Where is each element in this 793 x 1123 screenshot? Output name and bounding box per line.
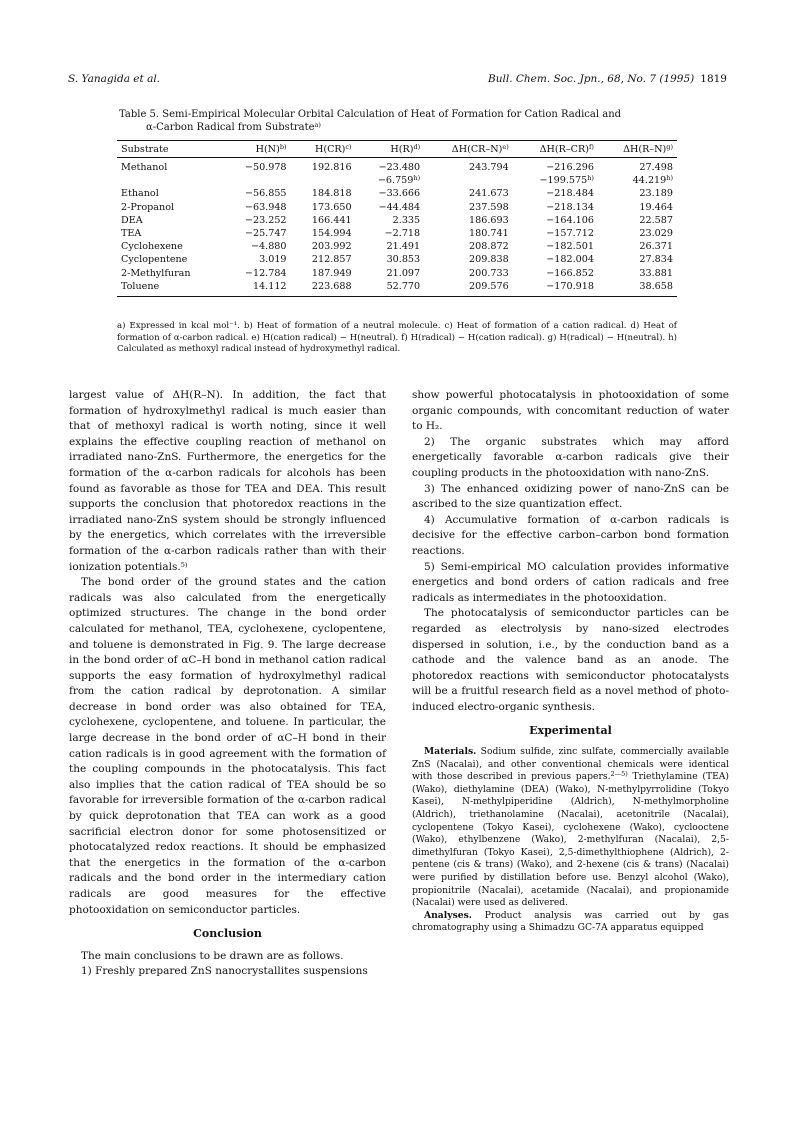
heat-of-formation-table (117, 140, 677, 297)
running-header (68, 73, 727, 89)
right-column (412, 388, 729, 935)
table-row: Toluene 14.112 223.688 52.770 209.576 −170.918 38.658 (117, 280, 677, 297)
paragraph: The main conclusions to be drawn are as follows. (81, 949, 344, 962)
conclusion-item: 5) Semi-empirical MO calculation provides informative energetics and bond orders of cation radicals and free radicals as intermediates in the photooxidation. (412, 560, 729, 604)
table-row: TEA −25.747 154.994 −2.718 180.741 −157.712 23.029 (121, 228, 673, 240)
conclusion-item: 1) Freshly prepared ZnS nanocrystallites suspensions (81, 965, 368, 978)
table-row: $-6.759^{h)}$ $-199.575^{h)}$ 44.219$^{h)}$ (377, 174, 673, 187)
reference-mark: 5) (180, 560, 188, 569)
table-caption (119, 108, 679, 134)
conclusion-item: 4) Accumulative formation of α-carbon radicals is decisive for the effective carbon–carbon bond formation reactions. (412, 513, 729, 557)
table-header-row (117, 141, 677, 158)
paragraph: The bond order of the ground states and the cation radicals was also calculated from the energetically optimized structures. The change in the bond order calculated for methanol, TEA, cyclohexene, cyclopentene, and toluene is demonstrated in Fig. 9. The large decrease in the bond order of αC–H bond in methanol cation radical supports the easy formation of hydroxylmethyl radical from the cation radical by deprotonation. A similar decrease in bond order was also obtained for TEA, cyclohexene, cyclopentene, and toluene. In particular, the large decrease in the bond order of αC–H bond in their cation radicals is in good agreement with the formation of the coupling compounds in the photocatalysis. This fact also implies that the cation radical of TEA should be so favorable for irreversible formation of the α-carbon radical by quick deprotonation that TEA can work as a good sacrificial electron donor for some photosensitized or photocatalyzed redox reactions. It should be emphasized that the energetics in the formation of the α-carbon radicals and the bond order in the intermediary cation radicals are good measures for the effective photooxidation on semiconductor particles. (69, 576, 386, 916)
journal-citation: Bull. Chem. Soc. Jpn., 68, No. 7 (1995) (488, 73, 695, 85)
conclusion-item: 2) The organic substrates which may afford energetically favorable α-carbon radicals give their coupling products in the photooxidation with nano-ZnS. (412, 435, 729, 479)
table-caption-line1: Table 5. Semi-Empirical Molecular Orbital Calculation of Heat of Formation for Cation Radical and (119, 109, 622, 120)
table-row: Cyclopentene 3.019 212.857 30.853 209.838 −182.004 27.834 (121, 254, 673, 266)
running-header-journal (488, 73, 727, 85)
table-caption-footnote-mark: a) (314, 121, 321, 129)
section-heading-experimental: Experimental (529, 724, 612, 738)
col-header-hcr: H(CR)$^{c)}$ (314, 143, 352, 155)
col-header-hn: $H(N)^{b)}$ (255, 143, 287, 155)
col-header-hr: $H(R)^{d)}$ (390, 143, 421, 155)
paragraph: The photocatalysis of semiconductor particles can be regarded as electrolysis by nano-sized electrodes dispersed in solution, i.e., by the conduction band as a cathode and the valence band as an anode. The photoredox reactions with semiconductor photocatalysts will be a fruitful research field as a novel method of photo-induced electro-organic synthesis. (412, 607, 729, 713)
table-row: 2-Propanol −63.948 173.650 −44.484 237.598 −218.134 19.464 (121, 201, 673, 213)
table-footnotes (117, 321, 677, 356)
table-row: Methanol −50.978 192.816 −23.480 243.794 −216.296 27.498 (121, 162, 673, 173)
running-header-authors: S. Yanagida et al. (68, 73, 161, 85)
col-header-dh-cr-n: $\Delta H(CR-N)^{e)}$ (451, 143, 509, 155)
col-header-dh-r-cr: $\Delta H(R-CR)^{f)}$ (539, 143, 594, 155)
col-header-substrate: Substrate (121, 144, 169, 155)
table-row: 2-Methylfuran −12.784 187.949 21.097 200.733 −166.852 33.881 (121, 267, 673, 279)
table-caption-line2 (119, 121, 679, 134)
table-row: Cyclohexene −4.880 203.992 21.491 208.872 −182.501 26.371 (121, 241, 673, 253)
left-column (69, 388, 386, 980)
materials-lead: Materials. (424, 746, 477, 758)
table-caption-line2-text: α-Carbon Radical from Substrate (146, 122, 315, 133)
analyses-paragraph: Analyses. Product analysis was carried out by gas chromatography using a Shimadzu GC-7A apparatus equipped (412, 909, 730, 934)
conclusion-item-cont: show powerful photocatalysis in photooxidation of some organic compounds, with concomitant reduction of water to H₂. (412, 389, 729, 433)
analyses-lead: Analyses. (424, 909, 472, 921)
materials-paragraph: Materials. Sodium sulfide, zinc sulfate, commercially available ZnS (Nacalai), and other conventional chemicals were identical with those described in previous papers.$^{2—5)}$ Triethylamine (TEA) (Wako), diethylamine (DEA) (Wako), N-methylpyrrolidine (Tokyo Kasei), N-methylpiperidine (Aldrich), N-methylmorpholine (Aldrich), triethanolamine (Nacalai), acetonitrile (Nacalai), cyclopentene (Tokyo Kasei), cyclohexene (Wako), cyclooctene (Wako), ethylbenzene (Wako), 2-methylfuran (Nacalai), 2,5-dimethylfuran (Tokyo Kasei), 2,5-dimethylthiophene (Aldrich), 2-pentene (cis & trans) (Wako), and 2-hexene (cis & trans) (Nacalai) were purified by distillation before use. Benzyl alcohol (Wako), propionitrile (Nacalai), acetamide (Nacalai), and propionamide (Nacalai) were used as delivered. (412, 746, 730, 909)
conclusion-item: 3) The enhanced oxidizing power of nano-ZnS can be ascribed to the size quantization effect. (412, 482, 729, 511)
col-header-dh-r-n: $\Delta H(R-N)^{g)}$ (623, 143, 673, 155)
table-row: DEA −23.252 166.441 2.335 186.693 −164.106 22.587 (121, 214, 673, 226)
table-row: Ethanol −56.855 184.818 −33.666 241.673 −218.484 23.189 (121, 188, 673, 200)
reference-mark: 2—5) (610, 770, 628, 779)
table-footnotes-text: a) Expressed in kcal mol⁻¹. b) Heat of formation of a neutral molecule. c) Heat of formation of a cation radical. d) Heat of formation of α-carbon radical. e) H(cation radical) − H(neutral). f) H(radical) − H(cation radical). g) H(radical) − H(neutral). h) Calculated as methoxyl radical instead of hydroxymethyl radical. (117, 321, 677, 355)
page-number: 1819 (700, 73, 727, 85)
paragraph: largest value of ΔH(R–N). In addition, the fact that formation of hydroxylmethyl radical is much easier than that of methoxyl radical is worth noting, since it well explains the effective coupling reaction of methanol on irradiated nano-ZnS. Furthermore, the energetics for the formation of the α-carbon radicals for alcohols has been found as favorable as those for TEA and DEA. This result supports the conclusion that photoredox reactions in the irradiated nano-ZnS system should be strongly influenced by the energetics, which correlates with the irreversible formation of the α-carbon radicals rather than with their ionization potentials.$^{5)}$ (69, 389, 386, 573)
section-heading-conclusion: Conclusion (193, 927, 262, 941)
